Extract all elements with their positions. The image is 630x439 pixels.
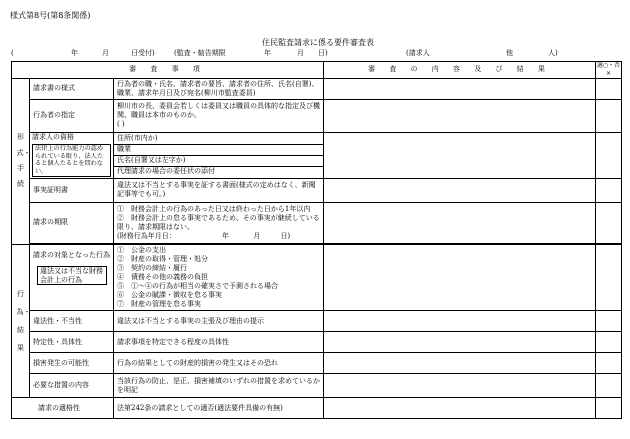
row-specific (12, 332, 622, 353)
label-illegal: 違法性・不当性 (30, 311, 114, 332)
target-item-4: ④ 債務その他の義務の負担 (117, 273, 208, 282)
label-damage: 損害発生の可能性 (30, 353, 114, 374)
content-actor: 柳川市の長、委員会若しくは委員又は職員の具体的な指定及び機関、職員は本市のものか。 ( ) (114, 99, 324, 132)
result-damage[interactable] (324, 353, 596, 374)
content-target (114, 244, 324, 311)
ok-illegal[interactable] (596, 311, 622, 332)
receipt-day: 日受付) (131, 49, 155, 57)
requester-label: (請求人 (406, 49, 430, 57)
row-fitness (12, 398, 622, 419)
label-target: 請求の対象となった行為 違法又は不当な財務会計上の行為 (30, 244, 114, 311)
label-measures: 必要な措置の内容 (30, 374, 114, 398)
label-actor: 行為者の指定 (30, 99, 114, 132)
result-actor[interactable] (324, 99, 596, 132)
target-item-3: ③ 契約の締結・履行 (117, 263, 187, 272)
label-proof: 事実証明書 (30, 178, 114, 202)
target-item-5: ⑤ ①～④の行為が相当の確実さで予測される場合 (117, 282, 278, 291)
deadline-year: 年 (264, 49, 271, 57)
qual-proxy: 代理請求の場合の委任状の添付 (117, 167, 215, 176)
ok-qualification[interactable] (596, 132, 622, 178)
receipt-month: 月 (102, 49, 109, 57)
content-illegal: 違法又は不当とする事実の主張及び理由の提示 (114, 311, 324, 332)
content-damage: 行為の結果としての財産的損害の発生又はその恐れ (114, 353, 324, 374)
form-number: 様式第8号(第8条関係) (10, 11, 91, 20)
review-table (11, 61, 622, 419)
ok-proof[interactable] (596, 178, 622, 202)
content-proof: 違法又は不当とする事実を証する書面(様式の定めはなく、新聞記事等でも可。) (114, 178, 324, 202)
label-qualification: 請求人の資格 法律上の行為能力の認められている限り、法人たると個人たるとを問わない。 (30, 132, 114, 178)
row-measures (12, 374, 622, 398)
ok-actor[interactable] (596, 99, 622, 132)
label-fitness: 請求の適格性 (12, 398, 114, 419)
row-style (12, 78, 622, 99)
label-specific: 特定性・具体性 (30, 332, 114, 353)
qual-name: 氏名(自署又は左字か) (114, 155, 323, 166)
qualification-note: 法律上の行為能力の認められている限り、法人たると個人たるとを問わない。 (32, 144, 111, 177)
content-qualification (114, 132, 324, 178)
ok-measures[interactable] (596, 374, 622, 398)
row-proof (12, 178, 622, 202)
section-form: 形式・手続 (12, 78, 30, 244)
target-item-6: ⑥ 公金の賦課・徴収を怠る事実 (117, 291, 222, 300)
receipt-year: 年 (71, 49, 78, 57)
row-actor (12, 99, 622, 132)
target-item-2: ② 財産の取得・管理・処分 (117, 254, 208, 263)
result-measures[interactable] (324, 374, 596, 398)
result-style[interactable] (324, 78, 596, 99)
ok-period[interactable] (596, 202, 622, 243)
ok-damage[interactable] (596, 353, 622, 374)
deadline-day: 日) (318, 49, 328, 57)
row-qualification (12, 132, 622, 178)
qual-occupation: 職業 (114, 144, 323, 155)
content-period (114, 202, 324, 243)
content-specific: 請求事項を特定できる程度の具体性 (114, 332, 324, 353)
period-item-1: ① 財務会計上の行為のあった日又は終わった日から1年以内 (117, 204, 311, 213)
page-title: 住民監査請求に係る要件審査表 (262, 38, 374, 47)
requester-persons: 人) (548, 49, 558, 57)
section-act: 行為・結果 (12, 244, 30, 398)
qual-address: 住所(市内か) (114, 134, 323, 145)
result-fitness[interactable] (324, 398, 596, 419)
label-period: 請求の期限 (30, 202, 114, 243)
ok-fitness[interactable] (596, 398, 622, 419)
row-target (12, 244, 622, 311)
header-ok: 適○・否× (596, 62, 621, 77)
row-illegal (12, 311, 622, 332)
ok-style[interactable] (596, 78, 622, 99)
deadline-month: 月 (297, 49, 304, 57)
row-damage (12, 353, 622, 374)
period-item-2: ② 財務会計上の怠る事実であるため、その事実が継続している限り、請求期限はない。 (117, 213, 320, 231)
content-fitness: 法第242条の請求としての適否(適法要件具備の有無) (114, 398, 324, 419)
period-date: (財務行為年月日： 年 月 日) (117, 231, 291, 240)
requester-others: 他 (506, 49, 513, 57)
target-item-1: ① 公金の支出 (117, 245, 166, 254)
receipt-open: ( (11, 49, 14, 57)
content-style: 行為者の職・氏名、請求者の要旨、請求者の住所、氏名(自署)、職業、請求年月日及び宛名(柳川市監査委員) (114, 78, 324, 99)
label-style: 請求書の様式 (30, 78, 114, 99)
target-note: 違法又は不当な財務会計上の行為 (37, 266, 107, 286)
result-qualification[interactable] (324, 132, 596, 178)
result-period[interactable] (324, 202, 596, 243)
result-proof[interactable] (324, 178, 596, 202)
row-period (12, 202, 622, 243)
content-measures: 当該行為の防止、是正、損害補填のいずれの措置を求めているかを明記 (114, 374, 324, 398)
header-results: 審 査 の 内 容 及 び 結 果 (324, 62, 596, 79)
ok-specific[interactable] (596, 332, 622, 353)
target-item-7: ⑦ 財産の管理を怠る事実 (117, 300, 201, 309)
result-specific[interactable] (324, 332, 596, 353)
header-items: 審 査 事 項 (12, 62, 324, 79)
ok-target[interactable] (596, 244, 622, 311)
result-target[interactable] (324, 244, 596, 311)
table-header (12, 62, 622, 79)
deadline-label: (監査・勧告期限 (174, 49, 226, 57)
result-illegal[interactable] (324, 311, 596, 332)
actor-paren: ( ) (117, 120, 125, 129)
